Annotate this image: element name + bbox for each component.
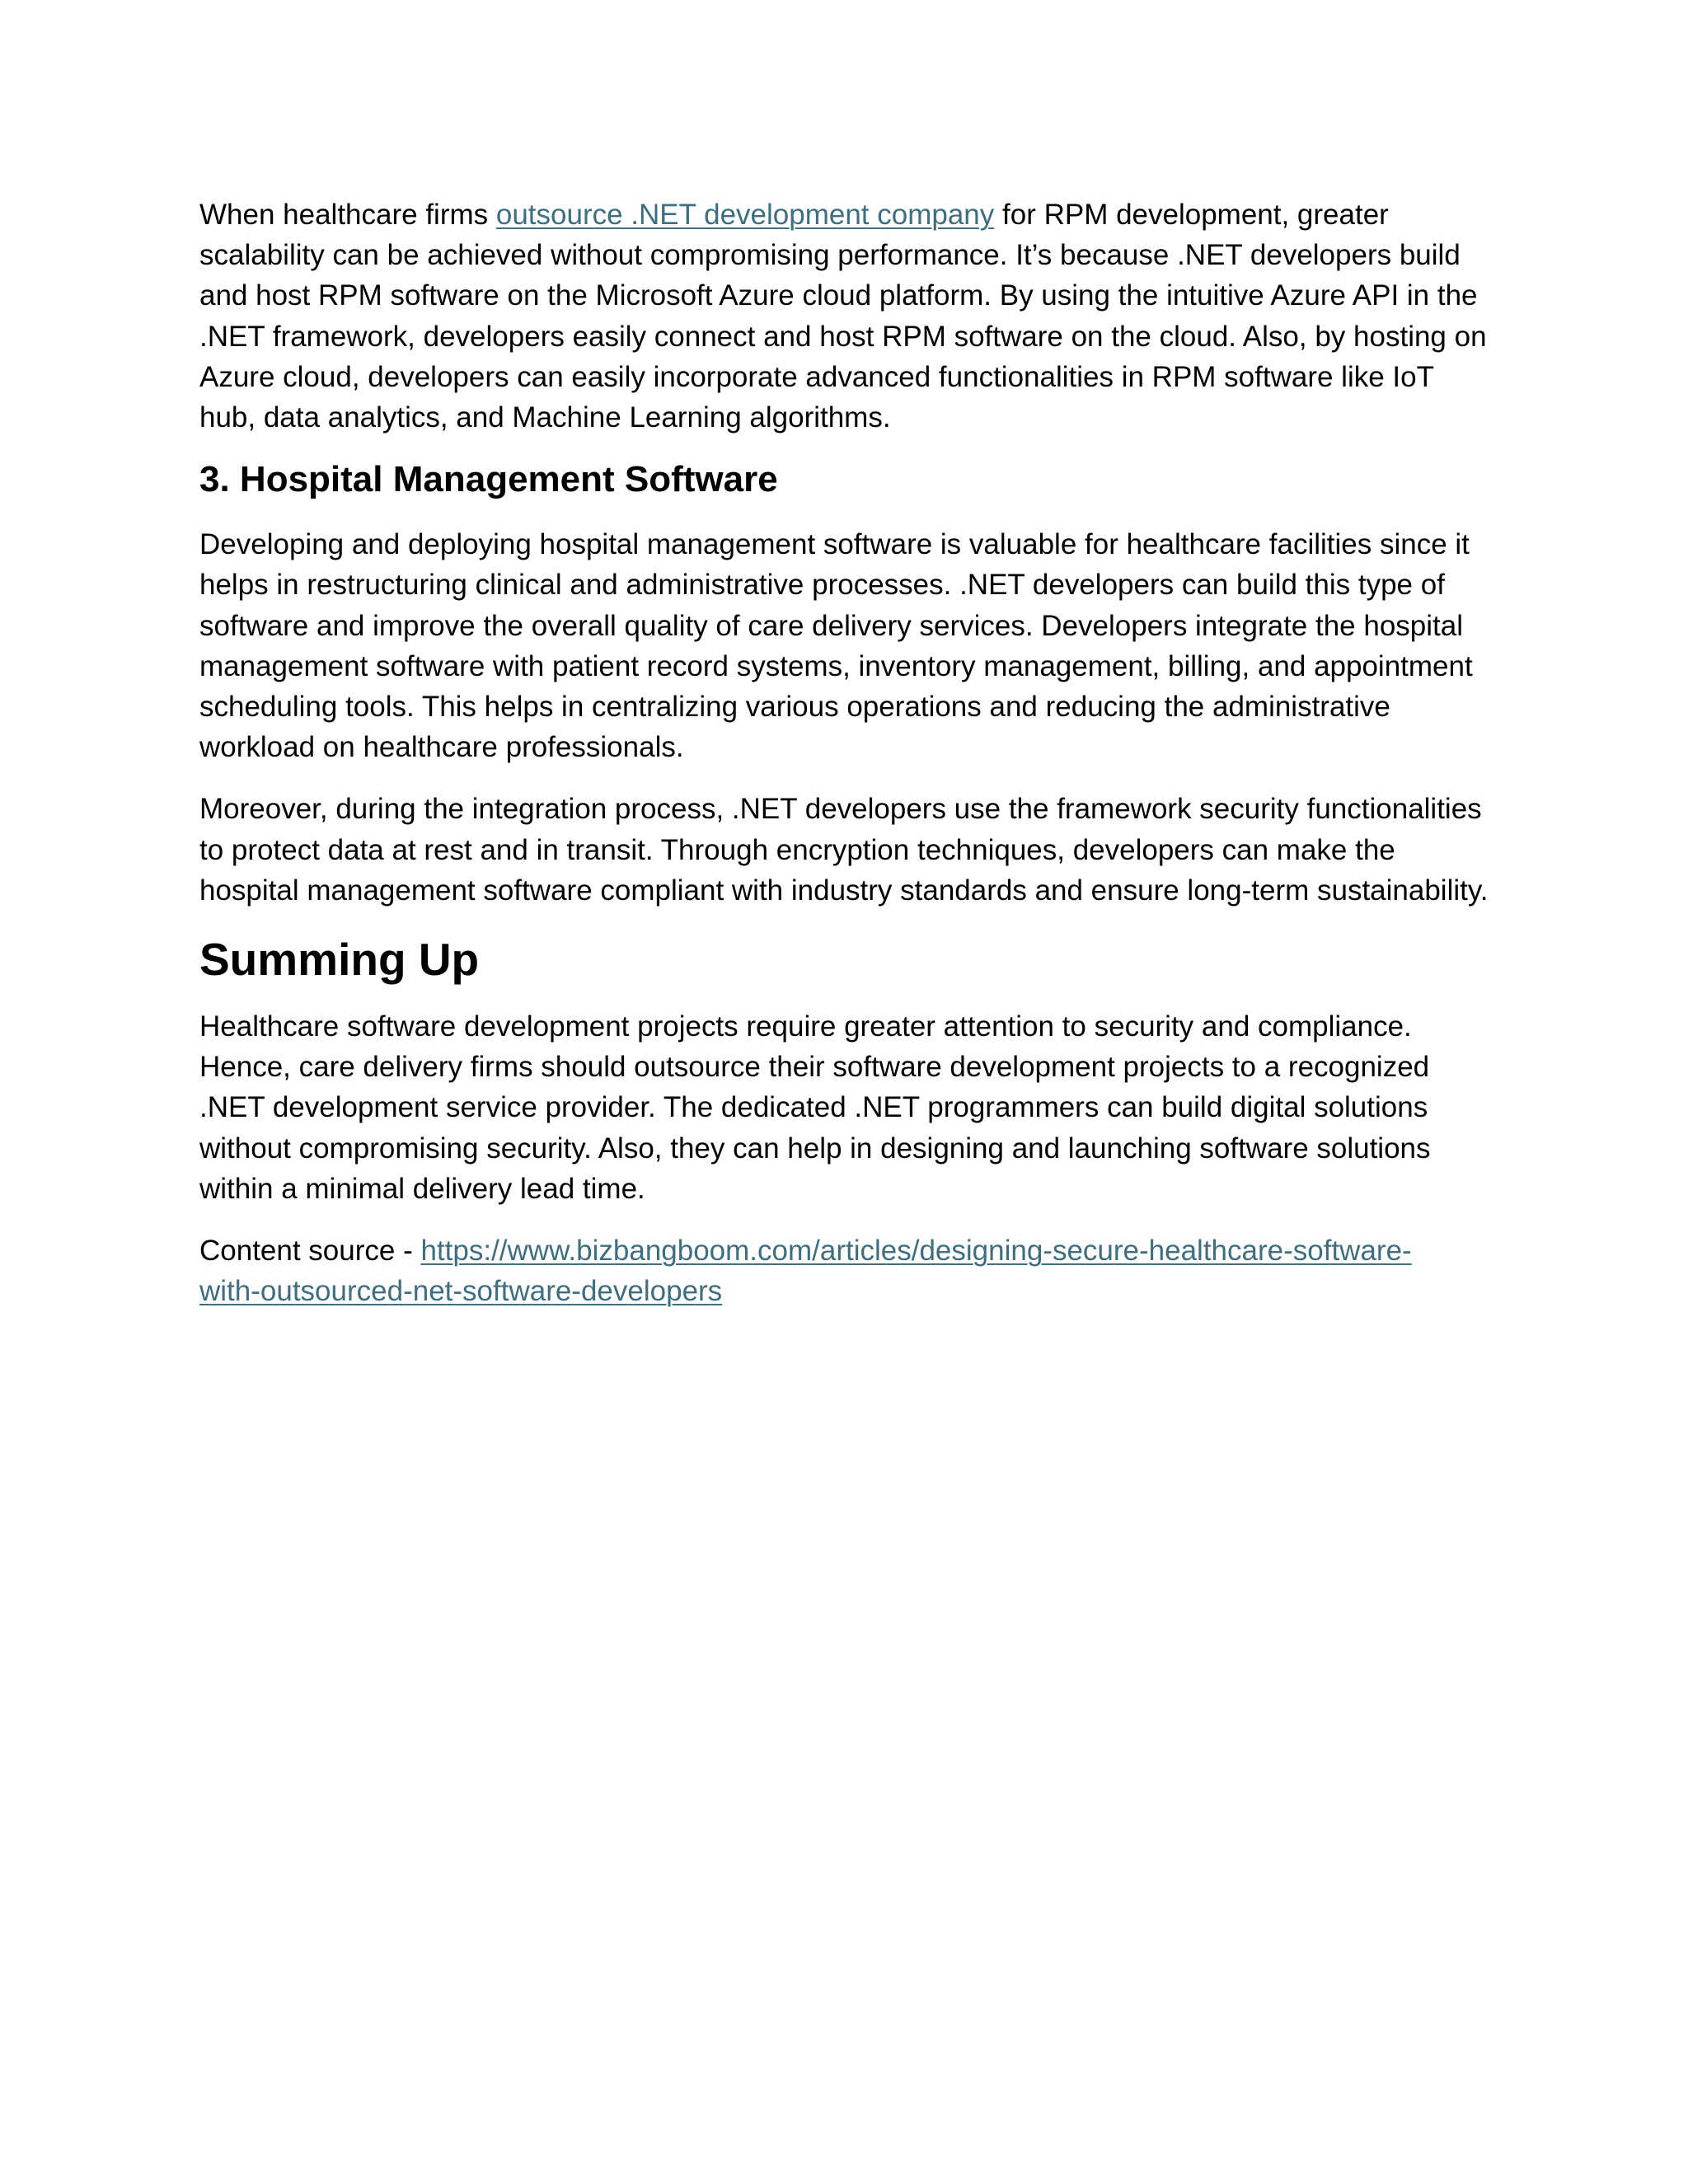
intro-paragraph: [199, 194, 1493, 438]
intro-text-after-link: for RPM development, greater scalability can be achieved without compromising performance. It’s because .NET developers build and host RPM software on the Microsoft Azure cloud platform. By using the intuitive Azure API in the .NET framework, developers easily connect and host RPM software on the cloud. Also, by hosting on Azure cloud, developers can easily incorporate advanced functionalities in RPM software like IoT hub, data analytics, and Machine Learning algorithms.: [199, 199, 1487, 434]
section-heading-hospital-management: 3. Hospital Management Software: [199, 459, 778, 500]
content-source-paragraph: [199, 1230, 1493, 1311]
intro-text-before-link: When healthcare firms: [199, 199, 496, 231]
outsource-net-link[interactable]: outsource .NET development company: [495, 199, 995, 231]
hospital-management-paragraph-2: Moreover, during the integration process, .NET developers use the framework security functionalities to protect data at rest and in transit. Through encryption techniques, developers can make the hospital management software compliant with industry standards and ensure long-term sustainability.: [199, 793, 1489, 907]
content-source-url-line-1: https://www.bizbangboom.com/articles/designing-secure-healthcare-software-: [420, 1235, 1412, 1268]
content-source-label: Content source -: [199, 1235, 421, 1268]
summing-up-paragraph: Healthcare software development projects require greater attention to security and compliance. Hence, care delivery firms should outsource their software development projects to a recognized .NET development service provider. The dedicated .NET programmers can build digital solutions without compromising security. Also, they can help in designing and launching software solutions within a minimal delivery lead time.: [199, 1010, 1431, 1205]
document-page: [199, 194, 1493, 1311]
content-source-url-line-2: with-outsourced-net-software-developers: [199, 1275, 723, 1308]
hospital-management-paragraph-1: Developing and deploying hospital management software is valuable for healthcare facilities since it helps in restructuring clinical and administrative processes. .NET developers can build this type of software and improve the overall quality of care delivery services. Developers integrate the hospital management software with patient record systems, inventory management, billing, and appointment scheduling tools. This helps in centralizing various operations and reducing the administrative workload on healthcare professionals.: [199, 528, 1473, 764]
summing-up-heading: Summing Up: [199, 934, 480, 986]
